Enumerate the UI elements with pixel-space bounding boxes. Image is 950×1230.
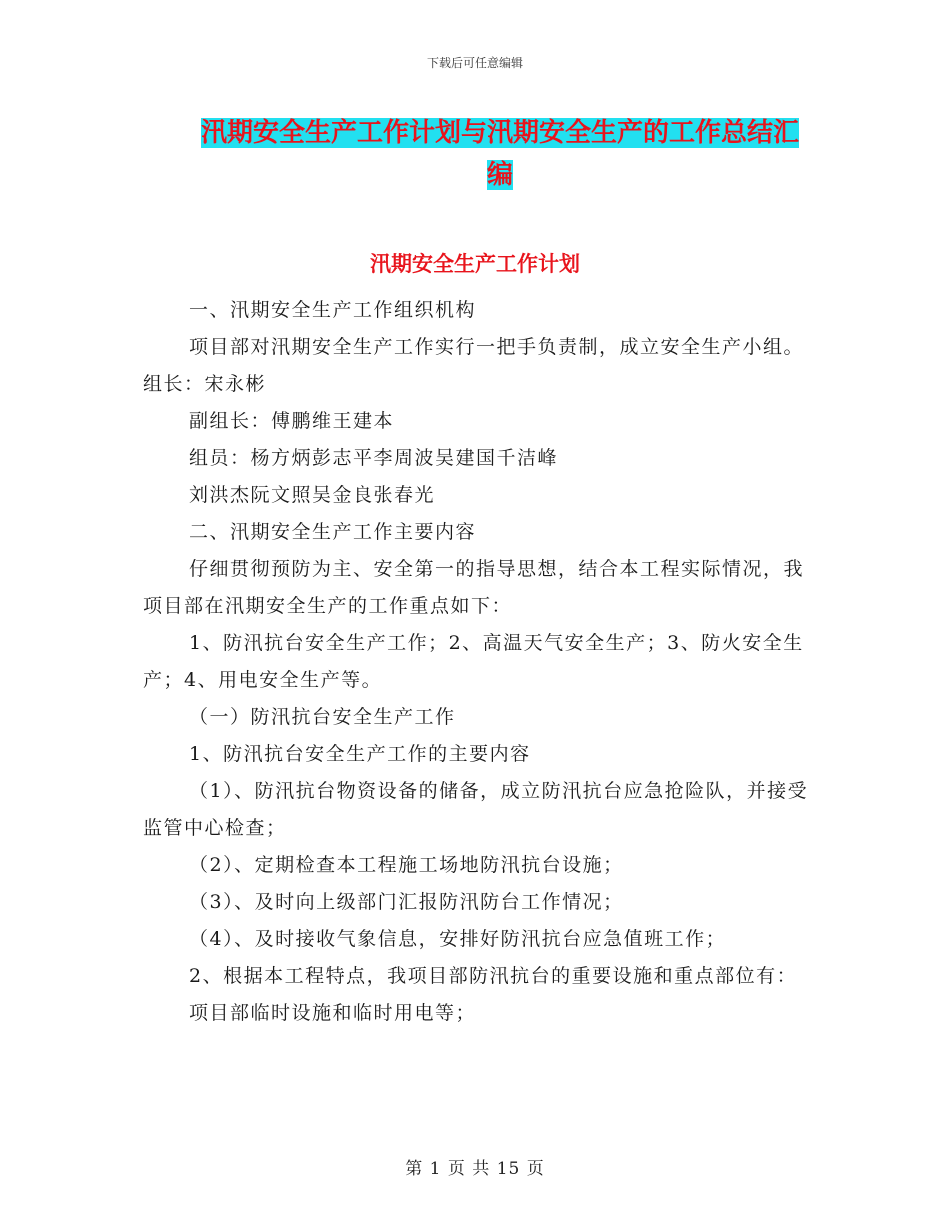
paragraph: （3）、及时向上级部门汇报防汛防台工作情况； (189, 891, 624, 913)
paragraph: 1、防汛抗台安全生产工作；2、高温天气安全生产；3、防火安全生产；4、用电安全生产等。 (143, 632, 804, 691)
paragraph: 副组长：傅鹏维王建本 (189, 410, 395, 432)
header-note: 下载后可任意编辑 (426, 56, 523, 70)
paragraph: 仔细贯彻预防为主、安全第一的指导思想，结合本工程实际情况，我项目部在汛期安全生产的工作重点如下： (143, 558, 805, 617)
document-title (190, 112, 810, 196)
paragraph: 刘洪杰阮文照吴金良张春光 (189, 484, 436, 506)
paragraph: 1、防汛抗台安全生产工作的主要内容 (189, 743, 531, 765)
page-footer: 第 1 页 共 15 页 (405, 1159, 545, 1179)
paragraph-subheading: （一）防汛抗台安全生产工作 (189, 706, 456, 728)
paragraph: （1）、防汛抗台物资设备的储备，成立防汛抗台应急抢险队，并接受监管中心检查； (143, 780, 809, 839)
paragraph-heading-org: 一、汛期安全生产工作组织机构 (189, 299, 477, 321)
paragraph-heading-content: 二、汛期安全生产工作主要内容 (189, 521, 477, 543)
paragraph: 项目部对汛期安全生产工作实行一把手负责制，成立安全生产小组。组长：宋永彬 (143, 336, 805, 395)
paragraph: 2、根据本工程特点，我项目部防汛抗台的重要设施和重点部位有：项目部临时设施和临时用电等； (189, 965, 798, 1024)
document-body (143, 292, 811, 1032)
paragraph: 组员：杨方炳彭志平李周波吴建国千洁峰 (189, 447, 559, 469)
paragraph: （2）、定期检查本工程施工场地防汛抗台设施； (189, 854, 624, 876)
section-title: 汛期安全生产工作计划 (370, 251, 580, 276)
paragraph: （4）、及时接收气象信息，安排好防汛抗台应急值班工作； (189, 928, 727, 950)
document-title-text: 汛期安全生产工作计划与汛期安全生产的工作总结汇编 (200, 118, 799, 190)
